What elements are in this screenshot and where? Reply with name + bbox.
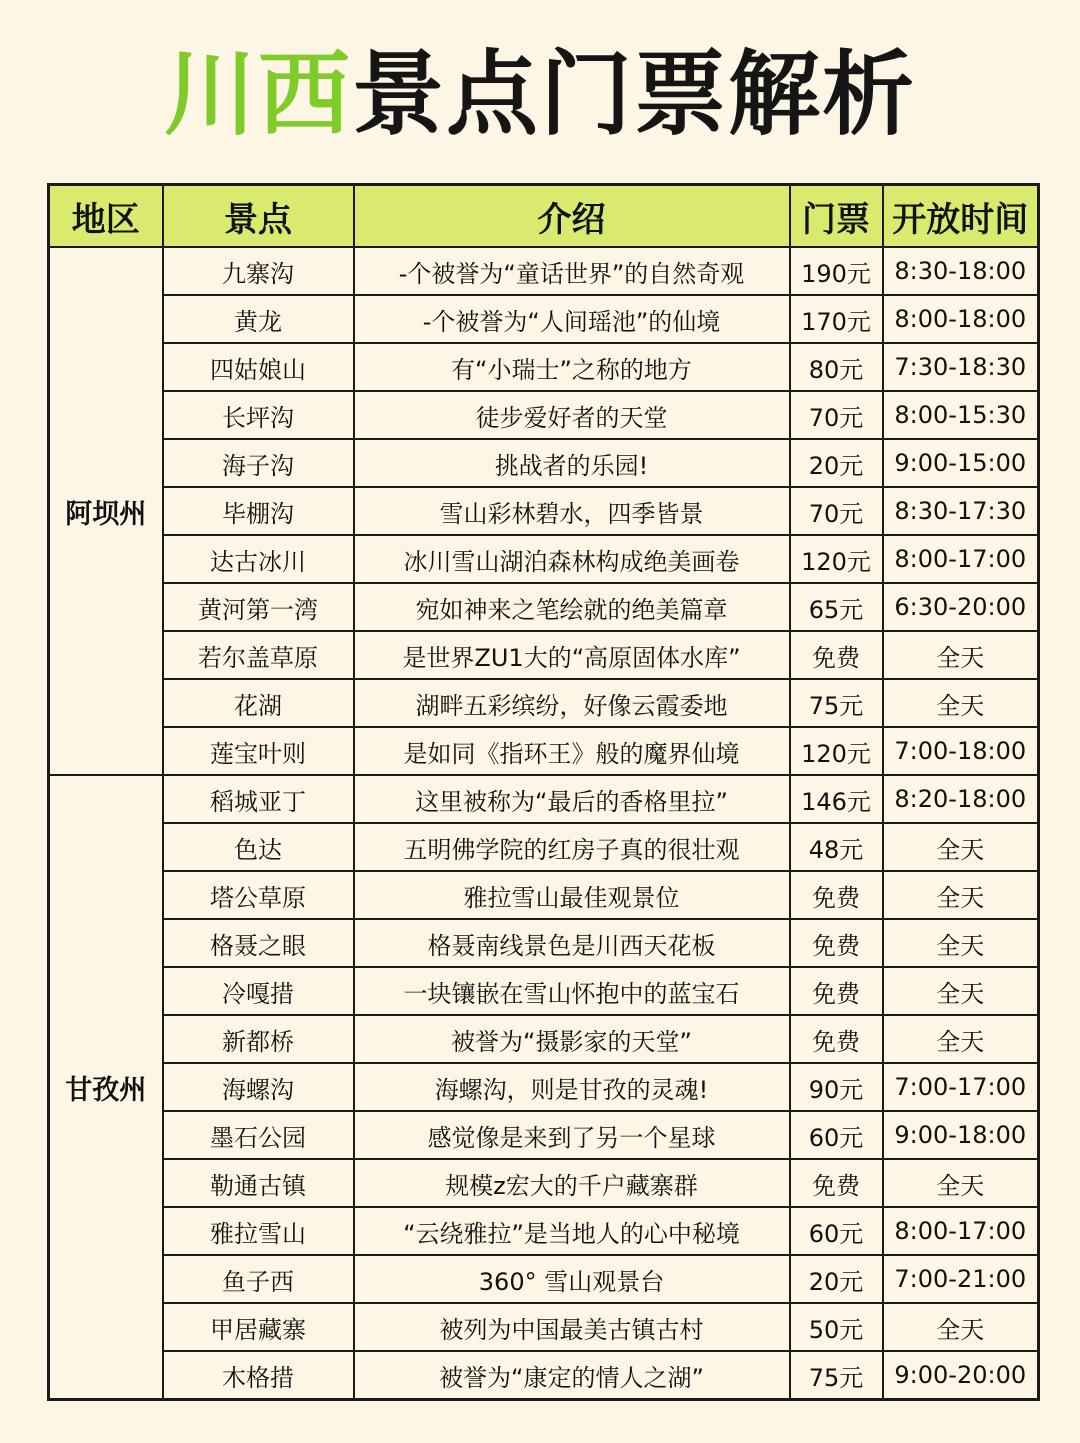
table-row [49, 1207, 1039, 1255]
hours-cell: 全天 [883, 1303, 1039, 1351]
spot-cell: 塔公草原 [163, 871, 354, 919]
intro-cell: 宛如神来之笔绘就的绝美篇章 [354, 583, 790, 631]
ticket-cell: 60元 [790, 1207, 883, 1255]
table-row [49, 1063, 1039, 1111]
header-region: 地区 [49, 185, 163, 248]
hours-cell: 8:20-18:00 [883, 775, 1039, 823]
table-row [49, 967, 1039, 1015]
intro-cell: 五明佛学院的红房子真的很壮观 [354, 823, 790, 871]
spot-cell: 雅拉雪山 [163, 1207, 354, 1255]
hours-cell: 全天 [883, 1159, 1039, 1207]
hours-cell: 8:00-17:00 [883, 1207, 1039, 1255]
table-row [49, 631, 1039, 679]
spot-cell: 冷嘎措 [163, 967, 354, 1015]
hours-cell: 全天 [883, 679, 1039, 727]
ticket-cell: 免费 [790, 631, 883, 679]
table-row [49, 391, 1039, 439]
intro-cell: 规模z宏大的千户藏寨群 [354, 1159, 790, 1207]
ticket-cell: 48元 [790, 823, 883, 871]
header-hours: 开放时间 [883, 185, 1039, 248]
ticket-cell: 75元 [790, 1351, 883, 1400]
intro-cell: “云绕雅拉”是当地人的心中秘境 [354, 1207, 790, 1255]
header-ticket: 门票 [790, 185, 883, 248]
table-row [49, 775, 1039, 823]
ticket-cell: 90元 [790, 1063, 883, 1111]
spot-cell: 稻城亚丁 [163, 775, 354, 823]
table-row [49, 823, 1039, 871]
intro-cell: 这里被称为“最后的香格里拉” [354, 775, 790, 823]
hours-cell: 全天 [883, 1015, 1039, 1063]
spot-cell: 海螺沟 [163, 1063, 354, 1111]
ticket-cell: 75元 [790, 679, 883, 727]
table-row [49, 871, 1039, 919]
spot-cell: 鱼子西 [163, 1255, 354, 1303]
ticket-cell: 170元 [790, 295, 883, 343]
spot-cell: 海子沟 [163, 439, 354, 487]
ticket-cell: 免费 [790, 1159, 883, 1207]
title-main: 景点门票解析 [352, 41, 917, 148]
table-row [49, 247, 1039, 295]
ticket-cell: 70元 [790, 487, 883, 535]
spot-cell: 墨石公园 [163, 1111, 354, 1159]
table-row [49, 343, 1039, 391]
hours-cell: 7:00-17:00 [883, 1063, 1039, 1111]
ticket-cell: 190元 [790, 247, 883, 295]
region-cell: 甘孜州 [49, 775, 163, 1400]
table-row [49, 1111, 1039, 1159]
intro-cell: 挑战者的乐园! [354, 439, 790, 487]
table-row [49, 1255, 1039, 1303]
ticket-cell: 20元 [790, 1255, 883, 1303]
spot-cell: 格聂之眼 [163, 919, 354, 967]
hours-cell: 9:00-20:00 [883, 1351, 1039, 1400]
spot-cell: 甲居藏寨 [163, 1303, 354, 1351]
table-row [49, 487, 1039, 535]
hours-cell: 8:00-17:00 [883, 535, 1039, 583]
table-row [49, 919, 1039, 967]
ticket-cell: 146元 [790, 775, 883, 823]
intro-cell: 冰川雪山湖泊森林构成绝美画卷 [354, 535, 790, 583]
ticket-cell: 70元 [790, 391, 883, 439]
spot-cell: 木格措 [163, 1351, 354, 1400]
hours-cell: 全天 [883, 823, 1039, 871]
intro-cell: 被誉为“康定的情人之湖” [354, 1351, 790, 1400]
ticket-cell: 50元 [790, 1303, 883, 1351]
intro-cell: 一块镶嵌在雪山怀抱中的蓝宝石 [354, 967, 790, 1015]
spot-cell: 新都桥 [163, 1015, 354, 1063]
ticket-cell: 120元 [790, 727, 883, 775]
ticket-cell: 免费 [790, 919, 883, 967]
intro-cell: 徒步爱好者的天堂 [354, 391, 790, 439]
spot-cell: 达古冰川 [163, 535, 354, 583]
intro-cell: 是如同《指环王》般的魔界仙境 [354, 727, 790, 775]
ticket-cell: 免费 [790, 871, 883, 919]
ticket-cell: 免费 [790, 967, 883, 1015]
table-row [49, 583, 1039, 631]
spot-cell: 莲宝叶则 [163, 727, 354, 775]
ticket-cell: 免费 [790, 1015, 883, 1063]
ticket-cell: 60元 [790, 1111, 883, 1159]
table-row [49, 439, 1039, 487]
intro-cell: 360° 雪山观景台 [354, 1255, 790, 1303]
table-row [49, 727, 1039, 775]
hours-cell: 6:30-20:00 [883, 583, 1039, 631]
spot-cell: 勒通古镇 [163, 1159, 354, 1207]
spot-cell: 黄龙 [163, 295, 354, 343]
intro-cell: 雪山彩林碧水，四季皆景 [354, 487, 790, 535]
hours-cell: 全天 [883, 631, 1039, 679]
spot-cell: 四姑娘山 [163, 343, 354, 391]
hours-cell: 9:00-15:00 [883, 439, 1039, 487]
intro-cell: 湖畔五彩缤纷，好像云霞委地 [354, 679, 790, 727]
hours-cell: 8:00-18:00 [883, 295, 1039, 343]
intro-cell: 雅拉雪山最佳观景位 [354, 871, 790, 919]
ticket-cell: 20元 [790, 439, 883, 487]
intro-cell: 被誉为“摄影家的天堂” [354, 1015, 790, 1063]
hours-cell: 全天 [883, 967, 1039, 1015]
ticket-cell: 120元 [790, 535, 883, 583]
intro-cell: -个被誉为“人间瑶池”的仙境 [354, 295, 790, 343]
intro-cell: 海螺沟，则是甘孜的灵魂! [354, 1063, 790, 1111]
table-row [49, 1303, 1039, 1351]
header-intro: 介绍 [354, 185, 790, 248]
intro-cell: 格聂南线景色是川西天花板 [354, 919, 790, 967]
hours-cell: 全天 [883, 871, 1039, 919]
intro-cell: 是世界ZU1大的“高原固体水库” [354, 631, 790, 679]
intro-cell: 有“小瑞士”之称的地方 [354, 343, 790, 391]
hours-cell: 7:30-18:30 [883, 343, 1039, 391]
intro-cell: -个被誉为“童话世界”的自然奇观 [354, 247, 790, 295]
table-header-row [49, 185, 1039, 248]
spot-cell: 色达 [163, 823, 354, 871]
intro-cell: 感觉像是来到了另一个星球 [354, 1111, 790, 1159]
table-row [49, 1351, 1039, 1400]
hours-cell: 8:30-17:30 [883, 487, 1039, 535]
ticket-table [47, 183, 1040, 1401]
ticket-cell: 80元 [790, 343, 883, 391]
title-accent: 川西 [163, 41, 352, 148]
intro-cell: 被列为中国最美古镇古村 [354, 1303, 790, 1351]
spot-cell: 九寨沟 [163, 247, 354, 295]
spot-cell: 花湖 [163, 679, 354, 727]
table-row [49, 295, 1039, 343]
table-row [49, 535, 1039, 583]
table-row [49, 1159, 1039, 1207]
table-body [49, 247, 1039, 1400]
region-cell: 阿坝州 [49, 247, 163, 775]
spot-cell: 黄河第一湾 [163, 583, 354, 631]
ticket-cell: 65元 [790, 583, 883, 631]
header-spot: 景点 [163, 185, 354, 248]
page-title [0, 40, 1080, 150]
spot-cell: 若尔盖草原 [163, 631, 354, 679]
hours-cell: 8:00-15:30 [883, 391, 1039, 439]
spot-cell: 毕棚沟 [163, 487, 354, 535]
table-row [49, 1015, 1039, 1063]
hours-cell: 9:00-18:00 [883, 1111, 1039, 1159]
spot-cell: 长坪沟 [163, 391, 354, 439]
table-row [49, 679, 1039, 727]
hours-cell: 全天 [883, 919, 1039, 967]
hours-cell: 7:00-21:00 [883, 1255, 1039, 1303]
hours-cell: 8:30-18:00 [883, 247, 1039, 295]
hours-cell: 7:00-18:00 [883, 727, 1039, 775]
